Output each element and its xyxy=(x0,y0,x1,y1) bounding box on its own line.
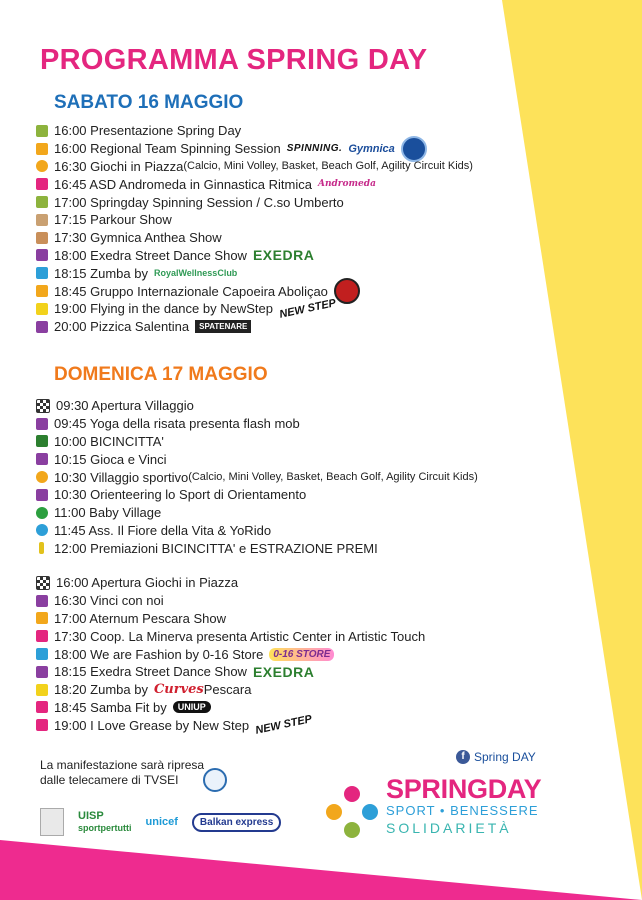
group-icon xyxy=(36,418,48,430)
spatenare-logo: SPATENARE xyxy=(195,320,251,333)
event-item: 20:00 Pizzica Salentina SPATENARE xyxy=(36,318,473,336)
saturday-heading: SABATO 16 MAGGIO xyxy=(54,92,244,113)
trophy-icon xyxy=(39,542,44,554)
sunday-morning-schedule xyxy=(36,397,478,557)
team-badge-logo xyxy=(401,136,427,162)
brand-subtitle-2: SOLIDARIETÀ xyxy=(386,820,512,836)
curves-logo: Curves xyxy=(153,682,204,698)
store-logo: 0-16 STORE xyxy=(269,648,334,661)
runner-icon xyxy=(36,648,48,660)
flying-icon xyxy=(36,303,48,315)
samba-icon xyxy=(36,701,48,713)
group-icon xyxy=(36,453,48,465)
uisp-logo: UISP sportpertutti xyxy=(78,810,132,833)
facebook-icon: f xyxy=(456,750,470,764)
gymnica-logo: Gymnica xyxy=(348,142,395,155)
ball-icon xyxy=(36,471,48,483)
event-item: 18:15 Exedra Street Dance Show EXEDRA xyxy=(36,663,425,681)
dancer-icon xyxy=(36,612,48,624)
art-icon xyxy=(36,630,48,642)
balkan-express-logo: Balkan express xyxy=(192,813,281,832)
event-item: 16:45 ASD Andromeda in Ginnastica Ritmica Andromeda xyxy=(36,175,473,193)
spinning-logo: SPINNING. xyxy=(286,143,343,155)
yellow-decoration xyxy=(502,0,642,900)
dance-icon xyxy=(36,666,48,678)
pink-decoration xyxy=(0,840,642,900)
event-item: 19:00 I Love Grease by New Step NEW STEP xyxy=(36,716,425,734)
event-item: 09:45 Yoga della risata presenta flash mob xyxy=(36,415,478,433)
sponsor-logos xyxy=(40,808,281,836)
event-item: 16:00 Apertura Giochi in Piazza xyxy=(36,574,425,592)
event-item: 18:00 We are Fashion by 0-16 Store 0-16 STORE xyxy=(36,645,425,663)
event-item: 09:30 Apertura Villaggio xyxy=(36,397,478,415)
tvsei-logo xyxy=(203,768,227,792)
bicycle-icon xyxy=(36,143,48,155)
brand-subtitle: SPORT • BENESSERE xyxy=(386,803,539,818)
event-item: 16:30 Vinci con noi xyxy=(36,592,425,610)
event-item: 10:30 Orienteering lo Sport di Orientamento xyxy=(36,486,478,504)
event-item: 10:00 BICINCITTA' xyxy=(36,433,478,451)
ball-icon xyxy=(36,160,48,172)
facebook-link[interactable]: f Spring DAY xyxy=(456,750,536,764)
flying-icon xyxy=(36,719,48,731)
event-item: 17:15 Parkour Show xyxy=(36,211,473,229)
event-item: 12:00 Premiazioni BICINCITTA' e ESTRAZIONE PREMI xyxy=(36,539,478,557)
comune-logo xyxy=(40,808,64,836)
sunday-afternoon-schedule xyxy=(36,574,426,738)
andromeda-logo: Andromeda xyxy=(317,179,376,190)
event-item: 18:45 Samba Fit by UNIUP xyxy=(36,699,425,717)
event-item: 16:00 Presentazione Spring Day xyxy=(36,122,473,140)
uniup-logo: UNIUP xyxy=(173,701,211,713)
brand-title: SPRINGDAY xyxy=(386,774,542,804)
group-icon xyxy=(36,489,48,501)
newstep-logo: NEW STEP xyxy=(278,297,338,321)
zumba-icon xyxy=(36,684,48,696)
event-item: 18:15 Zumba by RoyalWellnessClub xyxy=(36,264,473,282)
event-item: 10:15 Gioca e Vinci xyxy=(36,450,478,468)
event-item: 17:30 Coop. La Minerva presenta Artistic Center in Artistic Touch xyxy=(36,627,425,645)
parkour-icon xyxy=(36,214,48,226)
event-item: 17:00 Aternum Pescara Show xyxy=(36,610,425,628)
capoeira-logo xyxy=(334,278,360,304)
royal-wellness-logo: RoyalWellnessClub xyxy=(153,268,238,279)
event-item: 10:30 Villaggio sportivo (Calcio, Mini Volley, Basket, Beach Golf, Agility Circuit Kids) xyxy=(36,468,478,486)
event-item: 19:00 Flying in the dance by NewStep NEW STEP xyxy=(36,300,473,318)
runner-icon xyxy=(36,196,48,208)
dance-icon xyxy=(36,249,48,261)
event-item: 16:30 Giochi in Piazza (Calcio, Mini Volley, Basket, Beach Golf, Agility Circuit Kids) xyxy=(36,158,473,176)
dancer-icon xyxy=(36,232,48,244)
flag-icon xyxy=(36,576,50,590)
event-item: 18:20 Zumba by Curves Pescara xyxy=(36,681,425,699)
sunday-heading: DOMENICA 17 MAGGIO xyxy=(54,364,268,385)
springday-mark-icon xyxy=(326,786,378,838)
page-title: PROGRAMMA SPRING DAY xyxy=(40,44,428,76)
newstep-logo: NEW STEP xyxy=(254,713,314,738)
exedra-logo: EXEDRA xyxy=(252,247,315,264)
flag-icon xyxy=(36,399,50,413)
event-item: 18:00 Exedra Street Dance Show EXEDRA xyxy=(36,247,473,265)
group-icon xyxy=(36,595,48,607)
zumba-icon xyxy=(36,267,48,279)
sports-figure-icon xyxy=(36,125,48,137)
exedra-logo: EXEDRA xyxy=(252,663,315,680)
capoeira-icon xyxy=(36,285,48,297)
event-item: 11:45 Ass. Il Fiore della Vita & YoRido xyxy=(36,522,478,540)
event-item: 18:45 Gruppo Internazionale Capoeira Aboliçao xyxy=(36,282,473,300)
event-item: 17:00 Springday Spinning Session / C.so Umberto xyxy=(36,193,473,211)
flower-icon xyxy=(36,524,48,536)
event-item: 16:00 Regional Team Spinning Session SPINNING. Gymnica xyxy=(36,140,473,158)
gymnast-icon xyxy=(36,178,48,190)
folk-dance-icon xyxy=(36,321,48,333)
event-item: 11:00 Baby Village xyxy=(36,504,478,522)
saturday-schedule xyxy=(36,122,473,336)
unicef-logo: unicef xyxy=(145,816,178,828)
broadcast-note: La manifestazione sarà ripresa dalle telecamere di TVSEI xyxy=(40,758,205,787)
baby-icon xyxy=(36,507,48,519)
bicycle-icon xyxy=(36,435,48,447)
event-item: 17:30 Gymnica Anthea Show xyxy=(36,229,473,247)
